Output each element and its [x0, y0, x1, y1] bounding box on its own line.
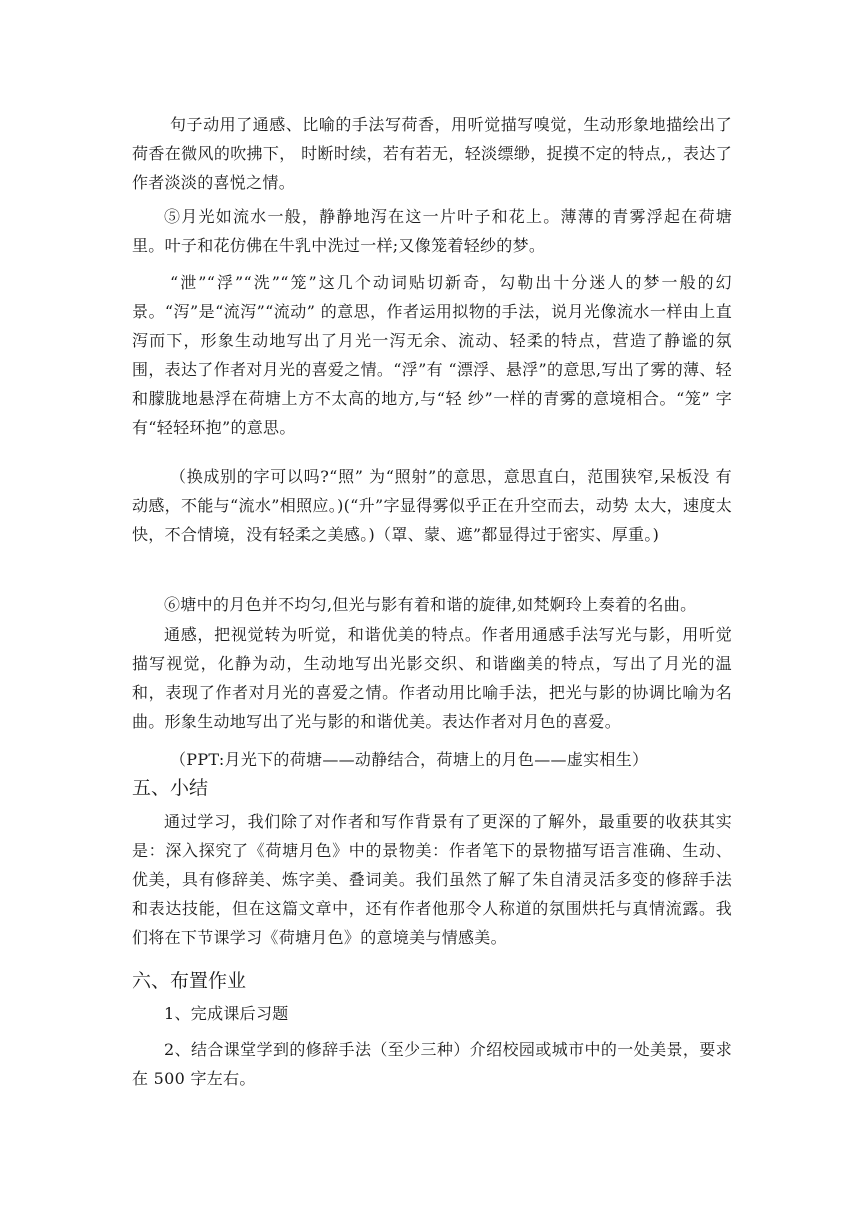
paragraph-quote-6: ⑥塘中的月色并不均匀,但光与影有着和谐的旋律,如梵婀玲上奏着的名曲。 [164, 595, 697, 614]
section-heading-summary: 五、小结 [132, 777, 209, 799]
paragraph-word-replacement: （换成别的字可以吗?“照” 为“照射”的意思，意思直白，范围狭窄,呆板没 有动感，不能与“流水”相照应。)(“升”字显得雾似乎正在升空而去，动势 太大，速度太快，不合情境，没有轻柔之美感。)（罩、蒙、遮”都显得过于密实、厚重。) [132, 467, 732, 544]
paragraph-verb-analysis: “泄”“浮”“洗”“笼”这几个动词贴切新奇，勾勒出十分迷人的梦一般的幻景。“泻”是“流泻”“流动” 的意思，作者运用拟物的手法，说月光像流水一样由上直泻而下，形象生动地写出了月光一泻无余、流动、轻柔的特点，营造了静谧的氛围，表达了作者对月光的喜爱之情。“浮”有 “漂浮、悬浮”的意思,写出了雾的薄、轻和朦胧地悬浮在荷塘上方不太高的地方,与“轻 纱”一样的青雾的意境相合。“笼” 字有“轻轻环抱”的意思。 [132, 273, 732, 437]
homework-item-1: 1、完成课后习题 [164, 1004, 289, 1023]
section-heading-homework: 六、布置作业 [132, 970, 247, 992]
paragraph-quote-5: ⑤月光如流水一般，静静地泻在这一片叶子和花上。薄薄的青雾浮起在荷塘里。叶子和花仿佛在牛乳中洗过一样;又像笼着轻纱的梦。 [132, 207, 732, 255]
paragraph-tonggan-hexiang: 句子动用了通感、比喻的手法写荷香，用听觉描写嗅觉，生动形象地描绘出了荷香在微风的吹拂下， 时断时续，若有若无，轻淡缥缈，捉摸不定的特点,，表达了作者淡淡的喜悦之情。 [132, 115, 732, 192]
paragraph-summary: 通过学习，我们除了对作者和写作背景有了更深的了解外，最重要的收获其实是：深入探究了《荷塘月色》中的景物美：作者笔下的景物描写语言准确、生动、优美，具有修辞美、炼字美、叠词美。我们虽然了解了朱自清灵活多变的修辞手法和表达技能，但在这篇文章中，还有作者他那令人称道的氛围烘托与真情流露。我们将在下节课学习《荷塘月色》的意境美与情感美。 [132, 812, 732, 947]
paragraph-light-shadow-analysis: 通感，把视觉转为听觉，和谐优美的特点。作者用通感手法写光与影，用听觉描写视觉，化静为动，生动地写出光影交织、和谐幽美的特点，写出了月光的温和，表现了作者对月光的喜爱之情。作者动用比喻手法，把光与影的协调比喻为名曲。形象生动地写出了光与影的和谐优美。表达作者对月色的喜爱。 [132, 625, 732, 731]
homework-item-2: 2、结合课堂学到的修辞手法（至少三种）介绍校园或城市中的一处美景，要求在 500 字左右。 [132, 1040, 732, 1088]
paragraph-ppt-summary: （PPT:月光下的荷塘——动静结合，荷塘上的月色——虚实相生） [170, 750, 649, 769]
